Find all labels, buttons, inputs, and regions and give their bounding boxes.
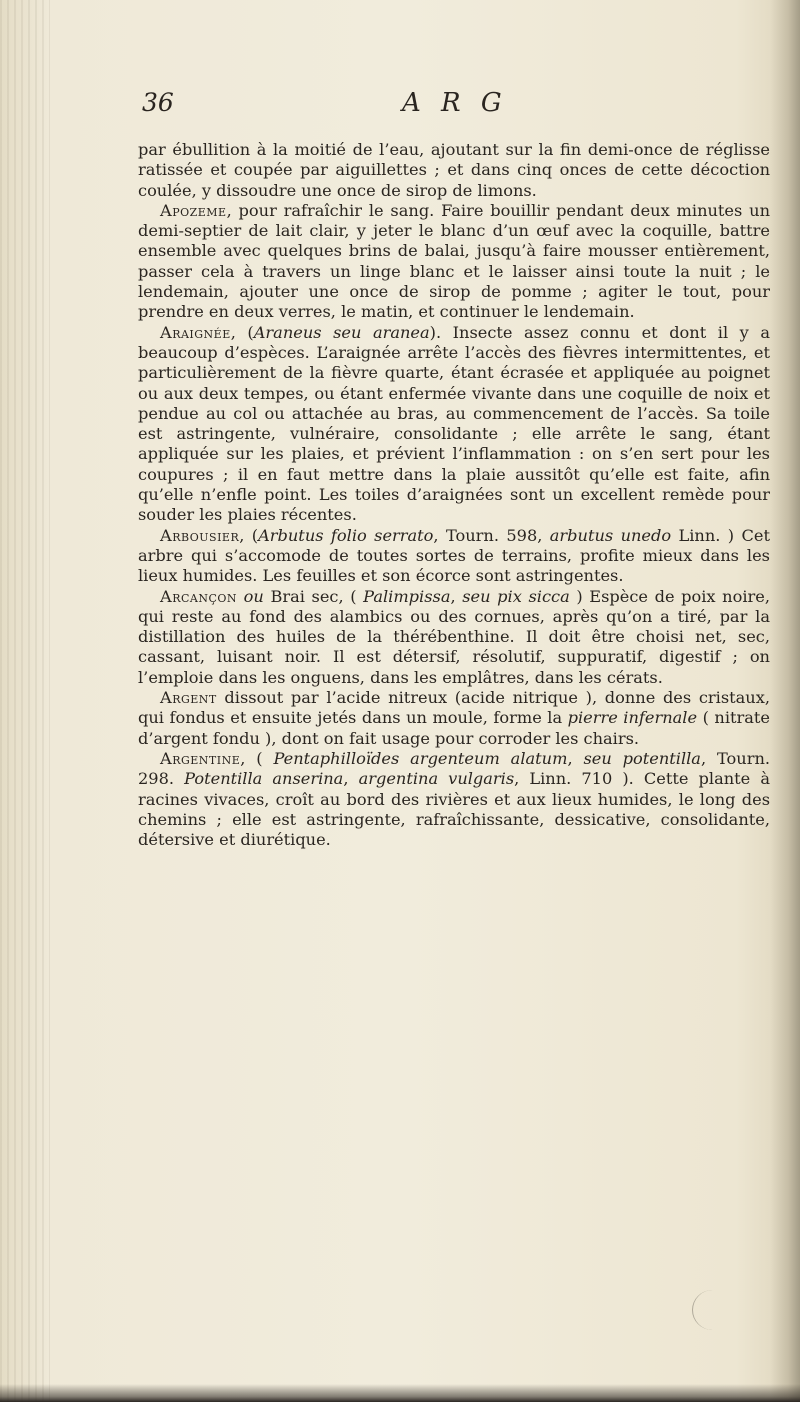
page-header [142,88,662,128]
text-run [237,587,244,606]
page-number: 36 [142,88,174,117]
text-run: , [343,769,359,789]
italic-term: seu potentilla [583,748,701,768]
text-run: , ( [240,748,274,768]
entry-arcancon [138,587,770,688]
entry-argent [138,688,770,749]
entry-headword: Argent [160,688,217,708]
entry-headword: Argentine [160,748,241,768]
entry-arbousier [138,526,770,587]
entry-argentine [138,749,770,850]
text-run: ) Espèce de poix noire, qui reste au fond des alambics ou des cornues, après qu’on a tiré, par la distillation des huiles de la thérébenthine. Il doit être choisi net, sec, cassant, luisant noir. Il est détersif, résolutif, suppuratif, digestif ; on l’emploie dans les onguens, dans les emplâtres, dans les cérats. [138,586,770,687]
italic-term: Potentilla anserina [184,769,344,789]
text-run: , ( [230,322,254,342]
page-bottom-edge [0,1384,800,1402]
italic-term: Palimpissa [363,586,451,606]
text-run: , [567,748,584,768]
text-run: Linn. ) Cet arbre qui s’accomode de toutes sortes de terrains, profite mieux dans les lieux humides. Les feuilles et son écorce sont astringentes. [138,525,770,586]
body-text [138,140,770,850]
text-run: , ( [239,525,259,545]
italic-term: Pentaphilloïdes argenteum alatum [273,748,568,768]
page-gutter-shadow [0,0,50,1402]
text-run: ( nitrate d’argent fondu ), dont on fait usage pour corroder les chairs. [138,708,770,748]
entry-araignee [138,323,770,526]
italic-term: Araneus seu aranea [253,322,430,342]
page-edge-shadow [770,0,800,1402]
text-run: ). Insecte assez connu et dont il y a beaucoup d’espèces. L’araignée arrête l’accès des fièvres intermittentes, et particulièrement de la fièvre quarte, étant écrasée et appliquée au poignet ou aux deux tempes, ou étant enfermée vivante dans une coquille de noix et pendue au col ou attachée au bras, au commencement de l’accès. Sa toile est astringente, vulnéraire, consolidante ; elle arrête le sang, étant appliquée sur les plaies, et prévient l’inflammation : on s’en sert pour les coupures ; il en faut mettre dans la plaie aussitôt qu’elle est faite, afin qu’elle n’enfle point. Les toiles d’araignées sont un excellent remède pour souder les plaies récentes. [138,322,770,525]
text-run: par ébullition à la moitié de l’eau, ajoutant sur la fin demi-once de réglisse ratissée et coupée par aiguillettes ; et dans cinq onces de cette décoction coulée, y dissoudre une once de sirop de limons. [138,140,770,200]
italic-term: pierre infernale [567,708,698,728]
entry-headword: Apozeme [160,200,227,220]
ink-mark [692,1290,733,1330]
entry-headword: Arbousier [160,525,240,545]
text-run: dissout par l’acide nitreux (acide nitrique ), donne des cristaux, qui fondus et ensuite jetés dans un moule, forme la [138,688,770,728]
italic-term: arbutus unedo [549,525,672,545]
entry-headword: Arcançon [160,586,238,606]
paragraph-continuation [138,140,770,201]
italic-term: ou [243,586,264,606]
text-run: Brai sec, ( [263,586,364,606]
italic-term: Arbutus folio serrato [258,525,434,545]
text-run: , Tourn. 598, [433,525,550,545]
running-head: A R G [402,88,508,118]
entry-apozeme [138,201,770,323]
italic-term: argentina vulgaris [358,769,515,789]
text-run: , pour rafraîchir le sang. Faire bouillir pendant deux minutes un demi-septier de lait clair, y jeter le blanc d’un œuf avec la coquille, battre ensemble avec quelques brins de balai, jusqu’à faire mousser entièrement, passer cela à travers un linge blanc et le laisser ainsi toute la nuit ; le lendemain, ajouter une once de sirop de pomme ; agiter le tout, pour prendre en deux verres, le matin, et continuer le lendemain. [138,200,770,322]
entry-headword: Araignée [160,322,231,342]
text-run: , Tourn. 298. [138,748,771,789]
text-run: , Linn. 710 ). Cette plante à racines vivaces, croît au bord des rivières et aux lieux humides, le long des chemins ; elle est astringente, rafraîchissante, dessicative, consolidante, détersive et diurétique. [138,769,770,850]
text-run: , [450,586,463,606]
italic-term: seu pix sicca [462,586,570,606]
